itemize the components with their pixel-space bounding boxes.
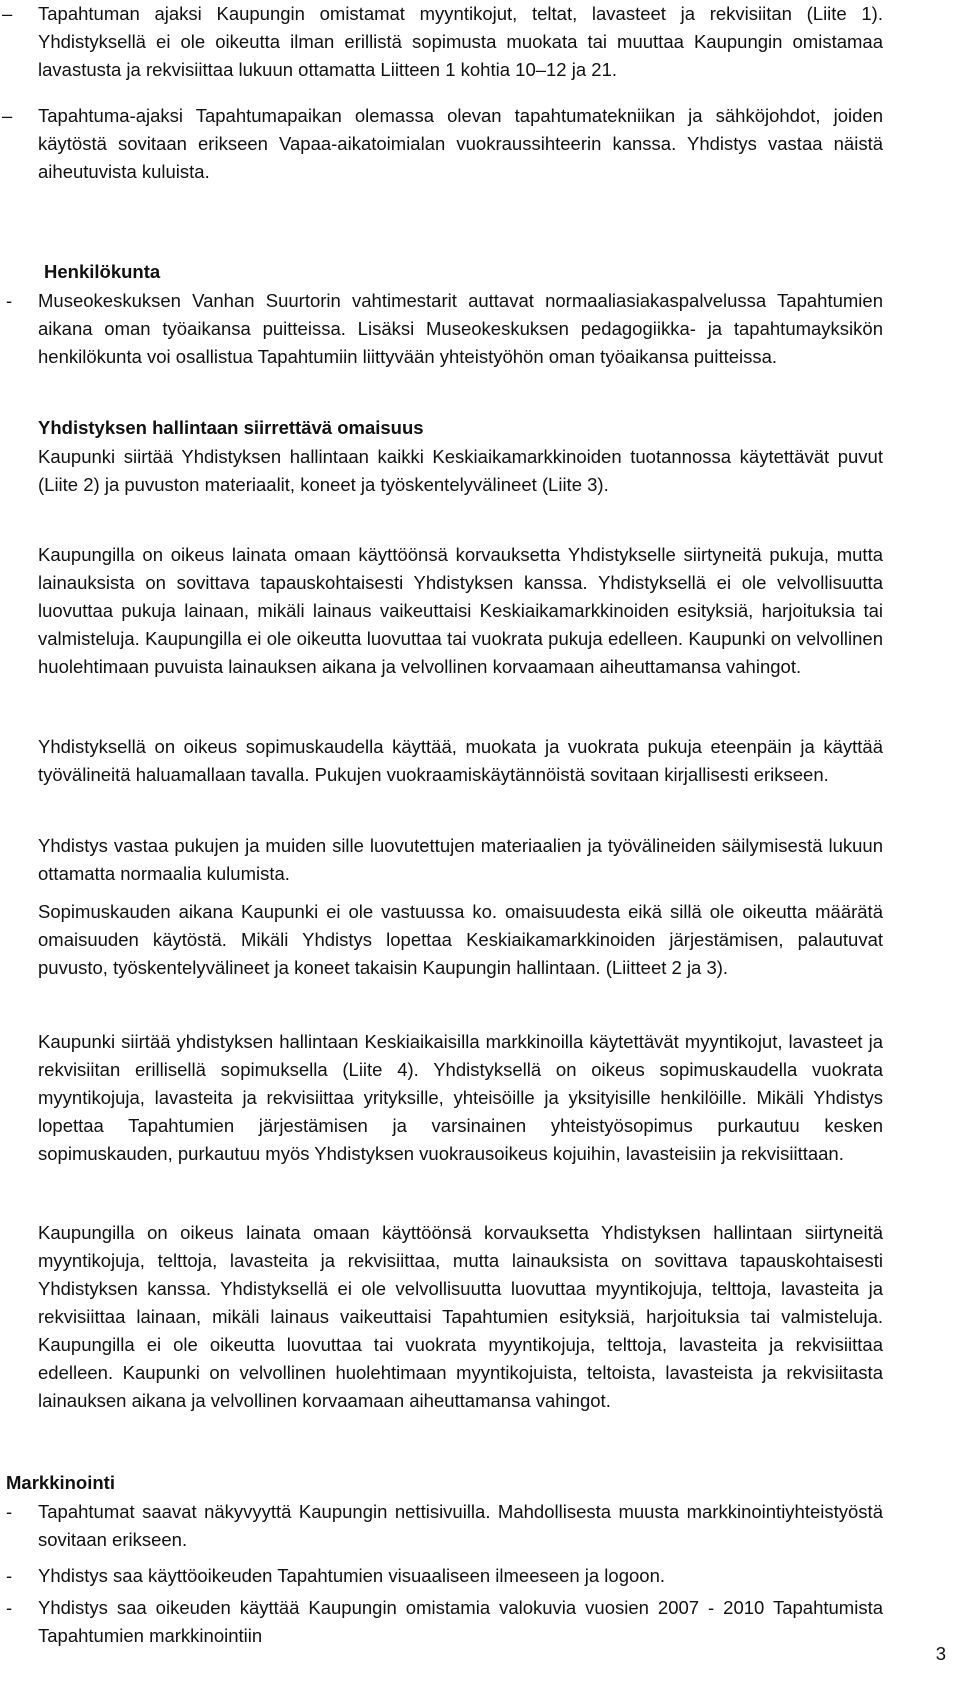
page-number: 3 (935, 1643, 946, 1664)
hyphen-bullet-marker: - (6, 1565, 13, 1586)
paragraph-lainaus-kojut: Kaupungilla on oikeus lainata omaan käyttöönsä korvauksetta Yhdistyksen hallintaan siirtyneitä myyntikojuja, telttoja, lavasteita ja rekvisiittaa, mutta lainauksista on sovittava tapauskohtaisesti Yhdistyksen kanssa. Yhdistyksellä ei ole velvollisuutta luovuttaa myyntikojuja, telttoja, lavasteita ja rekvisiittaa lainaan, mikäli lainaus vaikeuttaisi Tapahtumien esityksiä, harjoituksia tai valmisteluja. Kaupungilla ei ole oikeutta luovuttaa tai vuokrata myyntikojuja, telttoja, lavasteita ja rekvisiittaa edelleen. Kaupunki on velvollinen huolehtimaan myyntikojuista, teltoista, lavasteista ja rekvisiitasta lainauksen aikana ja velvollinen korvaamaan aiheuttamansa vahingot. (38, 1222, 883, 1411)
bullet-nakyvyys: Tapahtumat saavat näkyvyyttä Kaupungin nettisivuilla. Mahdollisesta muusta markkinointiyhteistyöstä sovitaan erikseen. (38, 1501, 883, 1550)
paragraph-lainaus-puvut: Kaupungilla on oikeus lainata omaan käyttöönsä korvauksetta Yhdistykselle siirtyneitä pukuja, mutta lainauksista on sovittava tapauskohtaisesti Yhdistyksen kanssa. Yhdistyksellä ei ole velvollisuutta luovuttaa pukuja lainaan, mikäli lainaus vaikeuttaisi Keskiaikamarkkinoiden esityksiä, harjoituksia tai valmisteluja. Kaupungilla ei ole oikeutta luovuttaa tai vuokrata pukuja edelleen. Kaupunki on velvollinen huolehtimaan puvuista lainauksen aikana ja velvollinen korvaamaan aiheuttamansa vahingot. (38, 544, 883, 677)
hyphen-bullet-marker: - (6, 290, 13, 311)
hyphen-bullet-marker: - (6, 1597, 13, 1618)
bullet-tapahtumatekniikka: Tapahtuma-ajaksi Tapahtumapaikan olemassa olevan tapahtumatekniikan ja sähköjohdot, joiden käytöstä sovitaan erikseen Vapaa-aikatoimialan vuokraussihteerin kanssa. Yhdistys vastaa näistä aiheutuvista kuluista. (38, 105, 883, 182)
heading-markkinointi: Markkinointi (6, 1472, 115, 1493)
hyphen-bullet-marker: - (6, 1501, 13, 1522)
heading-omaisuus: Yhdistyksen hallintaan siirrettävä omaisuus (38, 417, 424, 438)
bullet-valokuvat: Yhdistys saa oikeuden käyttää Kaupungin omistamia valokuvia vuosien 2007 - 2010 Tapahtumista Tapahtumien markkinointiin (38, 1597, 883, 1646)
dash-bullet-marker: – (2, 105, 13, 126)
bullet-visuaalinen-ilme: Yhdistys saa käyttöoikeuden Tapahtumien visuaaliseen ilmeeseen ja logoon. (38, 1565, 666, 1586)
paragraph-myyntikojut: Kaupunki siirtää yhdistyksen hallintaan Keskiaikaisilla markkinoilla käytettävät myyntikojut, lavasteet ja rekvisiitan erillisellä sopimuksella (Liite 4). Yhdistyksellä on oikeus sopimuskaudella vuokrata myyntikojuja, lavasteita ja rekvisiittaa yrityksille, yhteisöille ja yksityisille henkilöille. Mikäli Yhdistys lopettaa Tapahtumien järjestämisen ja varsinainen yhteistyösopimus purkautuu kesken sopimuskauden, purkautuu myös Yhdistyksen vuokrausoikeus kojuihin, lavasteisiin ja rekvisiittaan. (38, 1031, 883, 1164)
paragraph-vuokraus: Yhdistyksellä on oikeus sopimuskaudella käyttää, muokata ja vuokrata pukuja eteenpäin ja käyttää työvälineitä haluamallaan tavalla. Pukujen vuokraamiskäytännöistä sovitaan kirjallisesti erikseen. (38, 736, 883, 785)
bullet-vahtimestarit: Museokeskuksen Vanhan Suurtorin vahtimestarit auttavat normaaliasiakaspalvelussa Tapahtumien aikana oman työaikansa puitteissa. Lisäksi Museokeskuksen pedagogiikka- ja tapahtumayksikön henkilökunta voi osallistua Tapahtumiin liittyvään yhteistyöhön oman työaikansa puitteissa. (38, 290, 883, 367)
paragraph-vastuu: Yhdistys vastaa pukujen ja muiden sille luovutettujen materiaalien ja työvälineiden säilymisestä lukuun ottamatta normaalia kulumista. (38, 835, 883, 884)
paragraph-sopimuskausi: Sopimuskauden aikana Kaupunki ei ole vastuussa ko. omaisuudesta eikä sillä ole oikeutta määrätä omaisuuden käytöstä. Mikäli Yhdistys lopettaa Keskiaikamarkkinoiden järjestämisen, palautuvat puvusto, työskentelyvälineet ja koneet takaisin Kaupungin hallintaan. (Liitteet 2 ja 3). (38, 901, 883, 978)
paragraph-puvut: Kaupunki siirtää Yhdistyksen hallintaan kaikki Keskiaikamarkkinoiden tuotannossa käytettävät puvut (Liite 2) ja puvuston materiaalit, koneet ja työskentelyvälineet (Liite 3). (38, 446, 883, 495)
heading-henkilokunta: Henkilökunta (44, 261, 161, 282)
bullet-myyntikojut: Tapahtuman ajaksi Kaupungin omistamat myyntikojut, teltat, lavasteet ja rekvisiitan (Liite 1). Yhdistyksellä ei ole oikeutta ilman erillistä sopimusta muokata tai muuttaa Kaupungin omistamaa lavastusta ja rekvisiittaa lukuun ottamatta Liitteen 1 kohtia 10–12 ja 21. (38, 3, 883, 80)
dash-bullet-marker: – (2, 3, 13, 24)
